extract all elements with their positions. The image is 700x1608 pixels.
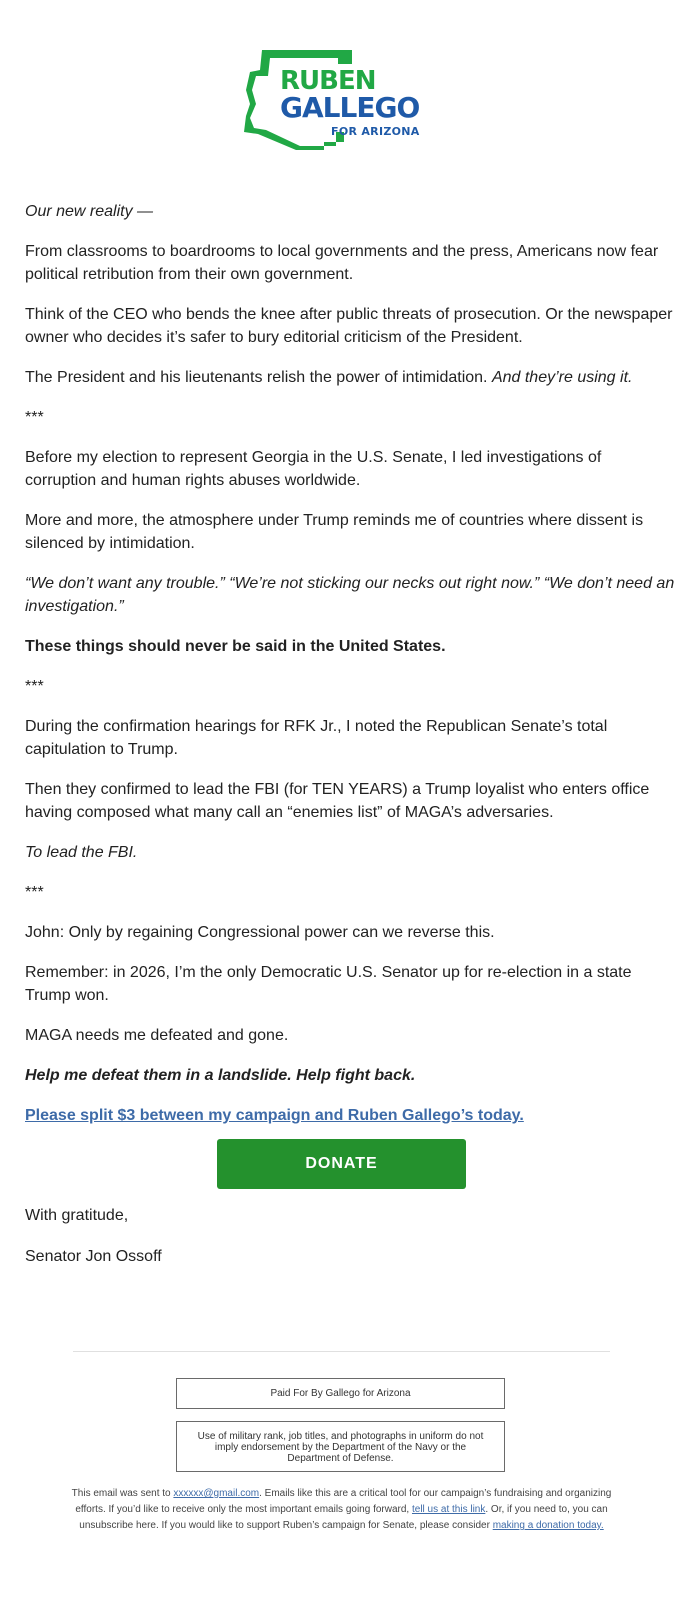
emphasis-line: To lead the FBI.	[25, 844, 138, 861]
intro-line: Our new reality —	[25, 203, 154, 220]
paragraph: During the confirmation hearings for RFK Jr., I noted the Republican Senate’s total capitulation to Trump.	[25, 718, 608, 758]
campaign-logo	[244, 46, 444, 152]
disclaimer-box	[176, 1421, 505, 1472]
paragraph: Then they confirmed to lead the FBI (for TEN YEARS) a Trump loyalist who enters office having composed what many call an “enemies list” of MAGA’s adversaries.	[25, 781, 650, 821]
recipient-email-link[interactable]: xxxxxx@gmail.com	[173, 1488, 260, 1499]
paragraph: Before my election to represent Georgia in the U.S. Senate, I led investigations of corruption and human rights abuses worldwide.	[25, 449, 602, 489]
donation-link[interactable]: making a donation today.	[492, 1520, 604, 1531]
separator: ***	[25, 884, 44, 901]
donate-button[interactable]: DONATE	[217, 1139, 466, 1189]
signoff-name: Senator Jon Ossoff	[25, 1248, 162, 1265]
email-body	[25, 200, 675, 1144]
paragraph: From classrooms to boardrooms to local governments and the press, Americans now fear political retribution from their own government.	[25, 243, 659, 283]
bold-statement: These things should never be said in the United States.	[25, 638, 446, 655]
logo-gallego: GALLEGO	[280, 91, 420, 124]
quote-paragraph: “We don’t want any trouble.” “We’re not sticking our necks out right now.” “We don’t need an investigation.”	[25, 575, 675, 615]
paid-for-text: Paid For By Gallego for Arizona	[270, 1388, 411, 1399]
logo-ruben: RUBEN	[280, 66, 376, 96]
paragraph-text: The President and his lieutenants relish the power of intimidation.	[25, 369, 492, 386]
separator: ***	[25, 678, 44, 695]
footer-segment: . Emails like this are a critical tool for our campaign’s fundraising and organizing efforts. If you’d like to receive only the most important emails going forward,	[75, 1488, 612, 1515]
footer-text	[70, 1486, 613, 1534]
paragraph: Think of the CEO who bends the knee after public threats of prosecution. Or the newspaper owner who decides it’s safer to bury editorial criticism of the President.	[25, 306, 673, 346]
paragraph: Remember: in 2026, I’m the only Democratic U.S. Senator up for re-election in a state Trump won.	[25, 964, 632, 1004]
separator: ***	[25, 409, 44, 426]
call-to-action: Help me defeat them in a landslide. Help fight back.	[25, 1067, 416, 1084]
paragraph-emphasis: And they’re using it.	[491, 369, 633, 386]
paragraph: MAGA needs me defeated and gone.	[25, 1027, 289, 1044]
paid-for-box	[176, 1378, 505, 1409]
paragraph: John: Only by regaining Congressional power can we reverse this.	[25, 924, 495, 941]
footer-segment: . Or, if you need to, you can unsubscribe here. If you would like to support Ruben’s campaign for Senate, please consider	[79, 1504, 608, 1531]
footer-segment: This email was sent to	[71, 1488, 174, 1499]
preferences-link[interactable]: tell us at this link	[411, 1504, 486, 1515]
footer-divider	[73, 1351, 610, 1352]
paragraph: More and more, the atmosphere under Trump reminds me of countries where dissent is silenced by intimidation.	[25, 512, 644, 552]
logo-for-arizona: FOR ARIZONA	[331, 125, 420, 138]
signoff-gratitude: With gratitude,	[25, 1207, 129, 1224]
disclaimer-text: Use of military rank, job titles, and photographs in uniform do not imply endorsement by the Department of the Navy or the Department of Defense.	[197, 1431, 484, 1464]
paragraph	[25, 366, 675, 389]
donation-split-link[interactable]: Please split $3 between my campaign and Ruben Gallego’s today.	[25, 1107, 524, 1124]
